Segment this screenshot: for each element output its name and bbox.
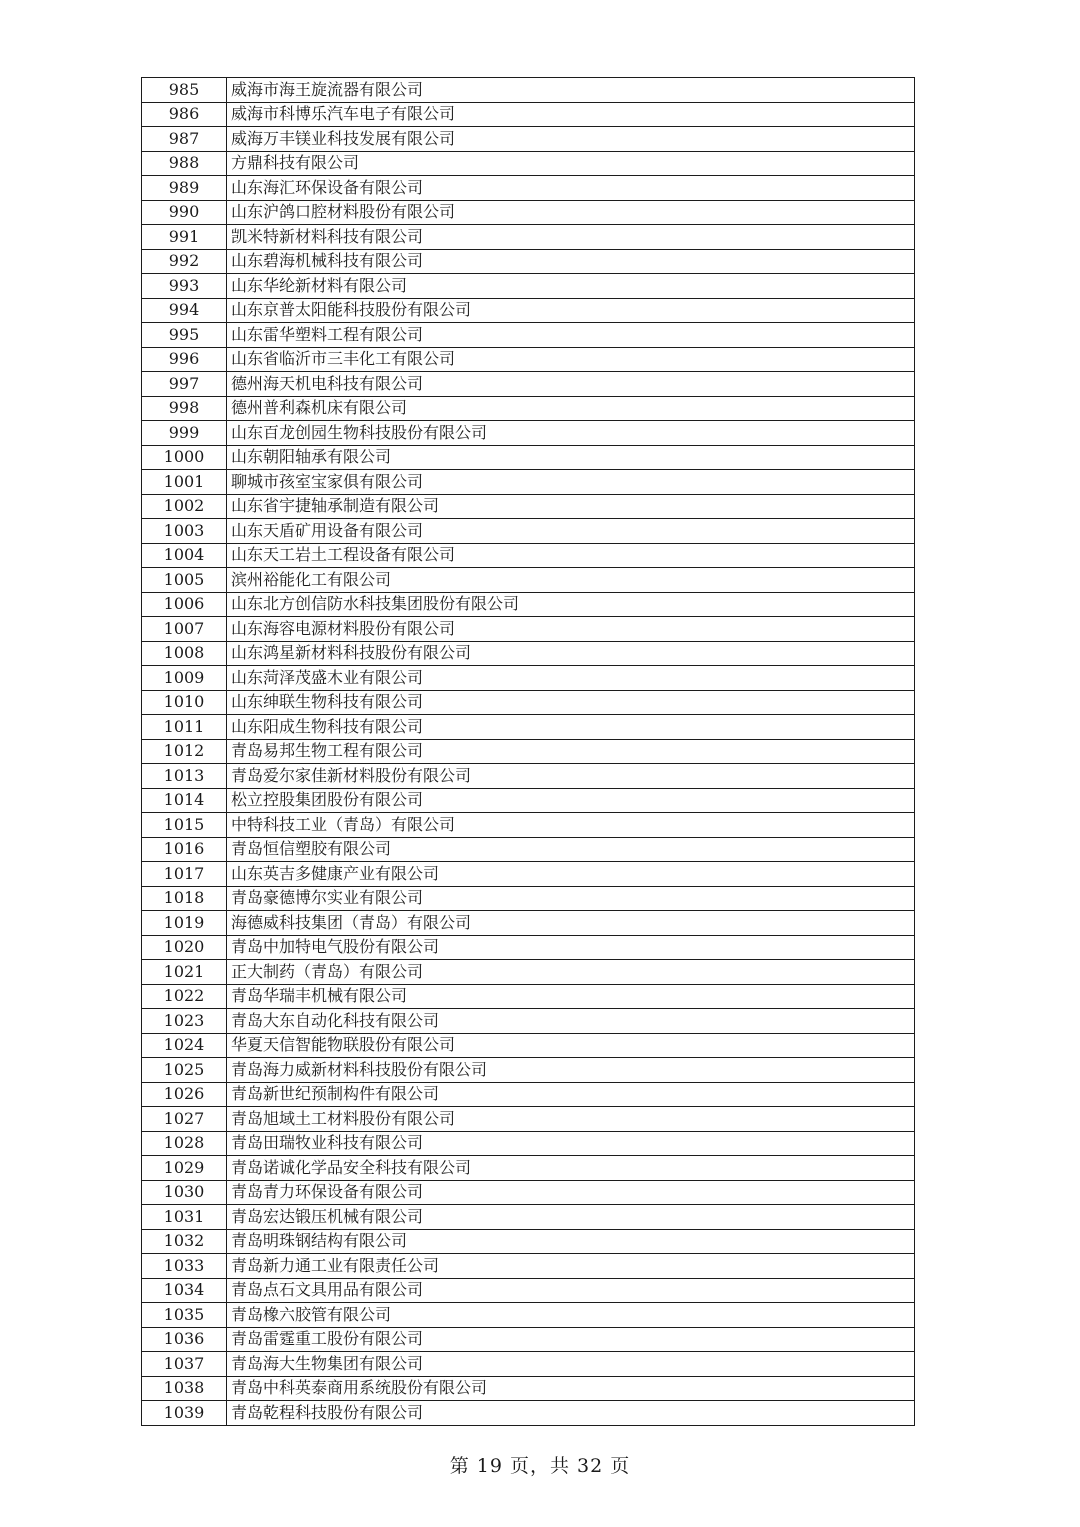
- row-number-cell: 1002: [142, 494, 227, 519]
- row-number-cell: 996: [142, 347, 227, 372]
- company-name-cell: 青岛爱尔家佳新材料股份有限公司: [227, 764, 915, 789]
- company-name-cell: 青岛新世纪预制构件有限公司: [227, 1082, 915, 1107]
- row-number-cell: 1027: [142, 1107, 227, 1132]
- row-number-cell: 1029: [142, 1156, 227, 1181]
- row-number-cell: 988: [142, 151, 227, 176]
- company-name-cell: 青岛青力环保设备有限公司: [227, 1180, 915, 1205]
- table-row: [142, 837, 915, 862]
- company-name-cell: 山东华纶新材料有限公司: [227, 274, 915, 299]
- row-number-cell: 1033: [142, 1254, 227, 1279]
- table-row: [142, 274, 915, 299]
- row-number-cell: 1013: [142, 764, 227, 789]
- company-name-cell: 青岛大东自动化科技有限公司: [227, 1009, 915, 1034]
- table-row: [142, 813, 915, 838]
- company-name-cell: 山东菏泽茂盛木业有限公司: [227, 666, 915, 691]
- table-row: [142, 886, 915, 911]
- row-number-cell: 992: [142, 249, 227, 274]
- row-number-cell: 1038: [142, 1376, 227, 1401]
- row-number-cell: 1034: [142, 1278, 227, 1303]
- company-name-cell: 青岛海力威新材料科技股份有限公司: [227, 1058, 915, 1083]
- row-number-cell: 1008: [142, 641, 227, 666]
- company-name-cell: 青岛橡六胶管有限公司: [227, 1303, 915, 1328]
- table-row: [142, 323, 915, 348]
- company-name-cell: 山东朝阳轴承有限公司: [227, 445, 915, 470]
- company-name-cell: 方鼎科技有限公司: [227, 151, 915, 176]
- row-number-cell: 987: [142, 127, 227, 152]
- table-row: [142, 1229, 915, 1254]
- row-number-cell: 1024: [142, 1033, 227, 1058]
- table-row: [142, 617, 915, 642]
- table-row: [142, 911, 915, 936]
- company-name-cell: 青岛中科英泰商用系统股份有限公司: [227, 1376, 915, 1401]
- table-row: [142, 445, 915, 470]
- row-number-cell: 1006: [142, 592, 227, 617]
- company-name-cell: 山东英吉多健康产业有限公司: [227, 862, 915, 887]
- company-name-cell: 山东海容电源材料股份有限公司: [227, 617, 915, 642]
- table-row: [142, 1107, 915, 1132]
- company-name-cell: 滨州裕能化工有限公司: [227, 568, 915, 593]
- table-row: [142, 690, 915, 715]
- row-number-cell: 1011: [142, 715, 227, 740]
- row-number-cell: 1019: [142, 911, 227, 936]
- row-number-cell: 1035: [142, 1303, 227, 1328]
- table-row: [142, 102, 915, 127]
- page-footer: 第 19 页，共 32 页: [449, 1455, 631, 1477]
- row-number-cell: 1028: [142, 1131, 227, 1156]
- company-name-cell: 青岛点石文具用品有限公司: [227, 1278, 915, 1303]
- row-number-cell: 1015: [142, 813, 227, 838]
- row-number-cell: 994: [142, 298, 227, 323]
- table-row: [142, 739, 915, 764]
- table-row: [142, 1303, 915, 1328]
- table-row: [142, 592, 915, 617]
- company-name-cell: 青岛中加特电气股份有限公司: [227, 935, 915, 960]
- company-name-cell: 山东天盾矿用设备有限公司: [227, 519, 915, 544]
- row-number-cell: 1004: [142, 543, 227, 568]
- table-row: [142, 78, 915, 103]
- row-number-cell: 1012: [142, 739, 227, 764]
- company-name-cell: 青岛诺诚化学品安全科技有限公司: [227, 1156, 915, 1181]
- table-row: [142, 960, 915, 985]
- table-row: [142, 151, 915, 176]
- row-number-cell: 989: [142, 176, 227, 201]
- row-number-cell: 998: [142, 396, 227, 421]
- company-name-cell: 海德威科技集团（青岛）有限公司: [227, 911, 915, 936]
- table-row: [142, 200, 915, 225]
- company-name-cell: 松立控股集团股份有限公司: [227, 788, 915, 813]
- company-name-cell: 山东北方创信防水科技集团股份有限公司: [227, 592, 915, 617]
- table-row: [142, 1131, 915, 1156]
- company-name-cell: 正大制药（青岛）有限公司: [227, 960, 915, 985]
- company-name-cell: 青岛华瑞丰机械有限公司: [227, 984, 915, 1009]
- company-name-cell: 山东鸿星新材料科技股份有限公司: [227, 641, 915, 666]
- table-row: [142, 1254, 915, 1279]
- company-name-cell: 中特科技工业（青岛）有限公司: [227, 813, 915, 838]
- row-number-cell: 997: [142, 372, 227, 397]
- row-number-cell: 1037: [142, 1352, 227, 1377]
- row-number-cell: 1007: [142, 617, 227, 642]
- company-name-cell: 威海万丰镁业科技发展有限公司: [227, 127, 915, 152]
- row-number-cell: 1022: [142, 984, 227, 1009]
- row-number-cell: 1016: [142, 837, 227, 862]
- table-row: [142, 641, 915, 666]
- row-number-cell: 1021: [142, 960, 227, 985]
- table-row: [142, 862, 915, 887]
- row-number-cell: 985: [142, 78, 227, 103]
- row-number-cell: 1010: [142, 690, 227, 715]
- row-number-cell: 1023: [142, 1009, 227, 1034]
- table-row: [142, 1156, 915, 1181]
- company-name-cell: 山东绅联生物科技有限公司: [227, 690, 915, 715]
- company-name-cell: 青岛宏达锻压机械有限公司: [227, 1205, 915, 1230]
- table-row: [142, 519, 915, 544]
- table-row: [142, 372, 915, 397]
- table-row: [142, 1352, 915, 1377]
- row-number-cell: 1031: [142, 1205, 227, 1230]
- row-number-cell: 1032: [142, 1229, 227, 1254]
- table-row: [142, 568, 915, 593]
- company-name-cell: 凯米特新材料科技有限公司: [227, 225, 915, 250]
- row-number-cell: 1005: [142, 568, 227, 593]
- row-number-cell: 1017: [142, 862, 227, 887]
- company-name-cell: 青岛旭域土工材料股份有限公司: [227, 1107, 915, 1132]
- table-row: [142, 347, 915, 372]
- table-row: [142, 176, 915, 201]
- row-number-cell: 1039: [142, 1401, 227, 1426]
- company-name-cell: 青岛田瑞牧业科技有限公司: [227, 1131, 915, 1156]
- company-name-cell: 山东碧海机械科技有限公司: [227, 249, 915, 274]
- company-list-body: [142, 78, 915, 1426]
- table-row: [142, 1327, 915, 1352]
- company-name-cell: 青岛乾程科技股份有限公司: [227, 1401, 915, 1426]
- row-number-cell: 991: [142, 225, 227, 250]
- row-number-cell: 993: [142, 274, 227, 299]
- table-row: [142, 715, 915, 740]
- row-number-cell: 1003: [142, 519, 227, 544]
- company-name-cell: 威海市科博乐汽车电子有限公司: [227, 102, 915, 127]
- table-row: [142, 494, 915, 519]
- table-row: [142, 984, 915, 1009]
- company-name-cell: 山东天工岩土工程设备有限公司: [227, 543, 915, 568]
- row-number-cell: 999: [142, 421, 227, 446]
- company-name-cell: 青岛新力通工业有限责任公司: [227, 1254, 915, 1279]
- company-name-cell: 聊城市孩室宝家俱有限公司: [227, 470, 915, 495]
- table-row: [142, 1401, 915, 1426]
- company-name-cell: 山东京普太阳能科技股份有限公司: [227, 298, 915, 323]
- table-row: [142, 396, 915, 421]
- table-row: [142, 788, 915, 813]
- company-name-cell: 德州普利森机床有限公司: [227, 396, 915, 421]
- company-name-cell: 青岛明珠钢结构有限公司: [227, 1229, 915, 1254]
- row-number-cell: 1020: [142, 935, 227, 960]
- company-name-cell: 青岛豪德博尔实业有限公司: [227, 886, 915, 911]
- company-name-cell: 山东百龙创园生物科技股份有限公司: [227, 421, 915, 446]
- table-row: [142, 1180, 915, 1205]
- table-row: [142, 543, 915, 568]
- company-list-table: [141, 77, 915, 1426]
- company-name-cell: 青岛雷霆重工股份有限公司: [227, 1327, 915, 1352]
- row-number-cell: 986: [142, 102, 227, 127]
- company-name-cell: 山东沪鸽口腔材料股份有限公司: [227, 200, 915, 225]
- row-number-cell: 1018: [142, 886, 227, 911]
- table-row: [142, 421, 915, 446]
- row-number-cell: 1001: [142, 470, 227, 495]
- row-number-cell: 1030: [142, 1180, 227, 1205]
- table-row: [142, 935, 915, 960]
- table-row: [142, 298, 915, 323]
- company-name-cell: 山东海汇环保设备有限公司: [227, 176, 915, 201]
- table-row: [142, 225, 915, 250]
- row-number-cell: 1026: [142, 1082, 227, 1107]
- table-row: [142, 764, 915, 789]
- row-number-cell: 1009: [142, 666, 227, 691]
- company-name-cell: 华夏天信智能物联股份有限公司: [227, 1033, 915, 1058]
- company-name-cell: 青岛恒信塑胶有限公司: [227, 837, 915, 862]
- row-number-cell: 1000: [142, 445, 227, 470]
- row-number-cell: 1036: [142, 1327, 227, 1352]
- company-name-cell: 青岛海大生物集团有限公司: [227, 1352, 915, 1377]
- table-row: [142, 1058, 915, 1083]
- table-row: [142, 1033, 915, 1058]
- row-number-cell: 990: [142, 200, 227, 225]
- table-row: [142, 249, 915, 274]
- company-name-cell: 青岛易邦生物工程有限公司: [227, 739, 915, 764]
- company-name-cell: 山东雷华塑料工程有限公司: [227, 323, 915, 348]
- row-number-cell: 995: [142, 323, 227, 348]
- company-name-cell: 山东省宇捷轴承制造有限公司: [227, 494, 915, 519]
- row-number-cell: 1014: [142, 788, 227, 813]
- table-row: [142, 1376, 915, 1401]
- table-row: [142, 666, 915, 691]
- table-row: [142, 1082, 915, 1107]
- company-name-cell: 威海市海王旋流器有限公司: [227, 78, 915, 103]
- company-name-cell: 德州海天机电科技有限公司: [227, 372, 915, 397]
- company-name-cell: 山东省临沂市三丰化工有限公司: [227, 347, 915, 372]
- company-name-cell: 山东阳成生物科技有限公司: [227, 715, 915, 740]
- row-number-cell: 1025: [142, 1058, 227, 1083]
- table-row: [142, 1205, 915, 1230]
- table-row: [142, 1009, 915, 1034]
- table-row: [142, 470, 915, 495]
- table-row: [142, 1278, 915, 1303]
- table-row: [142, 127, 915, 152]
